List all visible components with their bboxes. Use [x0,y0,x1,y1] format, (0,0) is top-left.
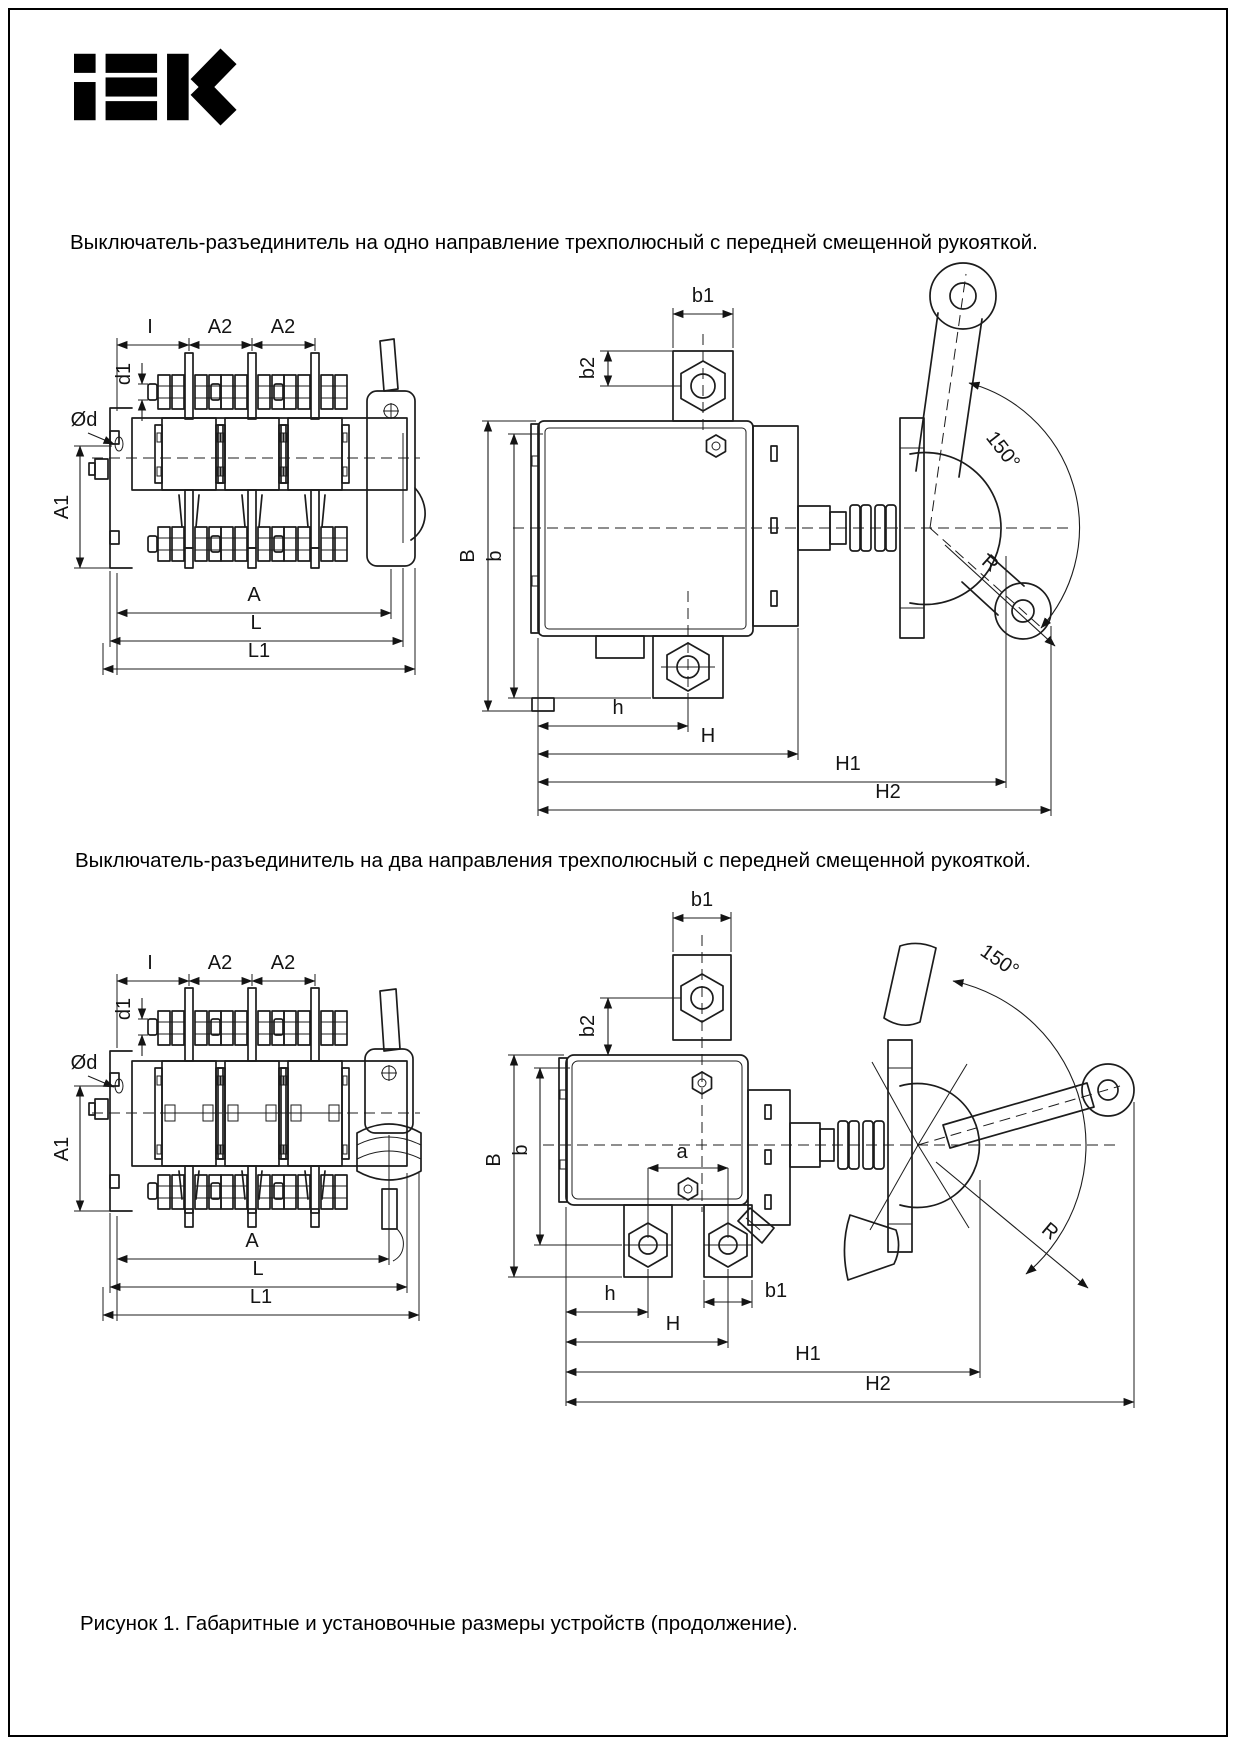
dim-label-b1: b1 [690,889,714,911]
caption-one-direction: Выключатель-разъединитель на одно направление трехполюсный с передней смещенной рукояткой. [70,231,1038,254]
dim-label-H1: H1 [835,753,861,775]
switch-body-side [543,935,1116,1277]
handle [916,263,1079,646]
dim-label-L1: L1 [249,1286,273,1308]
dim-label-A2: A2 [207,952,233,974]
dim-label-L: L [250,612,262,634]
dim-label-I: I [147,952,153,974]
dim-label-H1: H1 [795,1343,821,1365]
dim-label-I: I [147,316,153,338]
fig2-side-dimensions [483,889,1134,1408]
dim-label-radius: R [1037,1218,1063,1245]
dim-label-L1: L1 [247,640,271,662]
dim-label-d1: d1 [113,362,135,386]
dim-label-A2: A2 [207,316,233,338]
dim-label-angle: 150° [976,940,1023,982]
dim-label-H: H [665,1313,681,1335]
dim-label-h: h [604,1283,616,1305]
dim-label-b: b [484,550,506,562]
fig1-side-view [458,256,1098,821]
fig2-front-view [51,883,437,1328]
dim-label-b2: b2 [577,1014,599,1038]
dim-label-H2: H2 [875,781,901,803]
switch-body-front [89,339,425,568]
fig2-side-view [448,850,1148,1410]
switch-body-side [513,334,1070,711]
dim-label-A2: A2 [270,316,296,338]
dim-label-b: b [510,1144,532,1156]
dim-label-radius: R [977,550,1003,577]
dim-label-L: L [252,1258,264,1280]
dim-label-d1: d1 [113,997,135,1021]
dim-label-diameter: Ød [70,409,98,431]
dim-label-diameter: Ød [70,1052,98,1074]
fig1-front-dimensions [51,316,415,675]
dim-label-B: B [483,1153,505,1167]
dim-label-A: A [245,1230,259,1252]
dim-label-B: B [457,549,479,563]
dim-label-H: H [700,725,716,747]
fig1-front-view [51,283,437,683]
fig1-side-dimensions [457,285,1051,816]
dim-label-h: h [612,697,624,719]
caption-two-directions: Выключатель-разъединитель на два направления трехполюсный с передней смещенной рукояткой. [75,849,1031,872]
figure-caption: Рисунок 1. Габаритные и установочные размеры устройств (продолжение). [80,1612,798,1635]
dim-label-b2: b2 [577,356,599,380]
dim-label-A1: A1 [51,1136,73,1162]
iek-logo [74,52,236,122]
dim-label-a: a [676,1141,688,1163]
dim-label-A1: A1 [51,494,73,520]
dim-label-A2: A2 [270,952,296,974]
fig2-front-dimensions [51,952,419,1321]
dim-label-b1-bottom: b1 [764,1280,788,1302]
switch-body-front [89,988,421,1261]
dim-label-angle: 150° [981,427,1025,474]
dim-label-A: A [247,584,261,606]
dim-label-b1: b1 [691,285,715,307]
dim-label-H2: H2 [865,1373,891,1395]
